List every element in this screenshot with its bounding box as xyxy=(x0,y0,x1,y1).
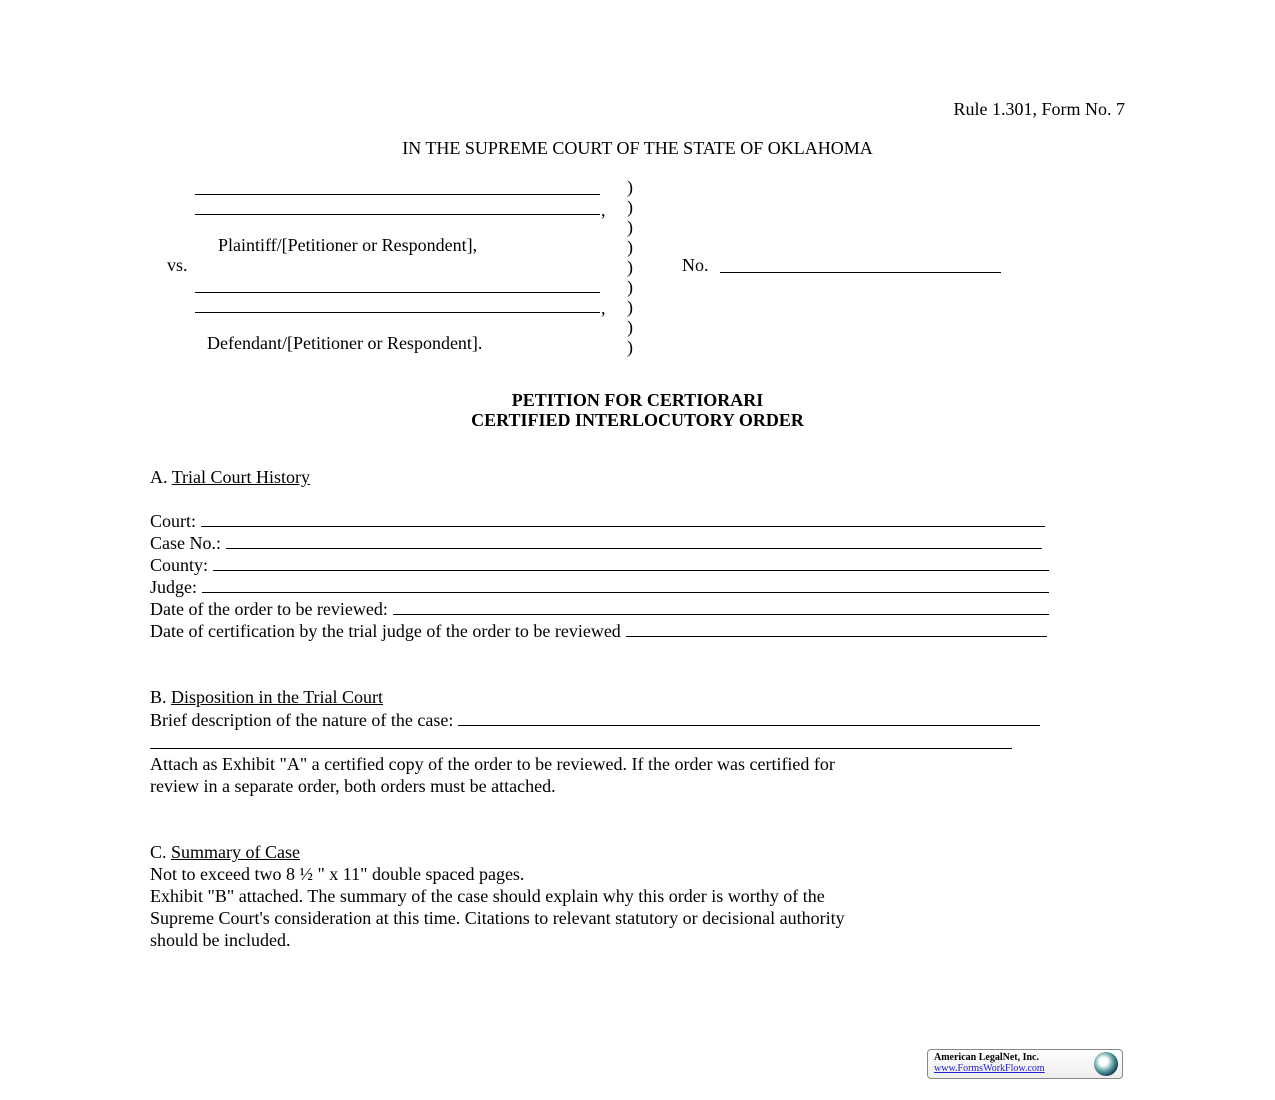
field-court[interactable]: Court: xyxy=(150,510,1045,532)
attach-text-1: Attach as Exhibit "A" a certified copy of the order to be reviewed. If the order was certified for xyxy=(150,754,835,774)
defendant-line-2[interactable] xyxy=(195,312,600,313)
section-c-heading: C. Summary of Case xyxy=(150,842,300,862)
attach-text-2: review in a separate order, both orders must be attached. xyxy=(150,776,556,796)
case-number-line[interactable] xyxy=(720,272,1001,273)
logo-name: American LegalNet, Inc. xyxy=(934,1052,1039,1063)
summary-text-4: should be included. xyxy=(150,930,291,950)
globe-icon xyxy=(1094,1052,1118,1076)
field-order-date[interactable]: Date of the order to be reviewed: xyxy=(150,598,1049,620)
field-judge[interactable]: Judge: xyxy=(150,576,1049,598)
defendant-label: Defendant/[Petitioner or Respondent]. xyxy=(207,333,483,353)
summary-text-3: Supreme Court's consideration at this time. Citations to relevant statutory or decisional authority xyxy=(150,908,845,928)
plaintiff-line-1[interactable] xyxy=(195,194,600,195)
plaintiff-line-2[interactable] xyxy=(195,214,600,215)
field-county[interactable]: County: xyxy=(150,554,1049,576)
title-line-1: PETITION FOR CERTIORARI xyxy=(511,390,764,410)
logo-url-link[interactable]: www.FormsWorkFlow.com xyxy=(934,1063,1045,1074)
case-number-label: No. xyxy=(682,255,709,275)
form-reference: Rule 1.301, Form No. 7 xyxy=(953,99,1125,119)
comma: , xyxy=(601,200,606,220)
summary-text-1: Not to exceed two 8 ½ " x 11" double spaced pages. xyxy=(150,864,525,884)
field-case-description[interactable]: Brief description of the nature of the case: xyxy=(150,709,1040,731)
summary-text-2: Exhibit "B" attached. The summary of the case should explain why this order is worthy of the xyxy=(150,886,825,906)
american-legalnet-logo[interactable] xyxy=(927,1049,1123,1079)
comma: , xyxy=(601,298,606,318)
defendant-line-1[interactable] xyxy=(195,292,600,293)
section-a-heading: A. Trial Court History xyxy=(150,467,311,487)
caption-parens: ) ) ) ) ) ) ) ) ) xyxy=(627,177,633,357)
court-heading: IN THE SUPREME COURT OF THE STATE OF OKLAHOMA xyxy=(402,138,873,158)
section-b-heading: B. Disposition in the Trial Court xyxy=(150,687,384,707)
vs-label: vs. xyxy=(167,255,188,275)
field-case-no[interactable]: Case No.: xyxy=(150,532,1042,554)
title-line-2: CERTIFIED INTERLOCUTORY ORDER xyxy=(471,410,804,430)
case-description-line-2[interactable] xyxy=(150,748,1012,749)
plaintiff-label: Plaintiff/[Petitioner or Respondent], xyxy=(218,235,478,255)
field-certification-date[interactable]: Date of certification by the trial judge of the order to be reviewed xyxy=(150,620,1047,642)
